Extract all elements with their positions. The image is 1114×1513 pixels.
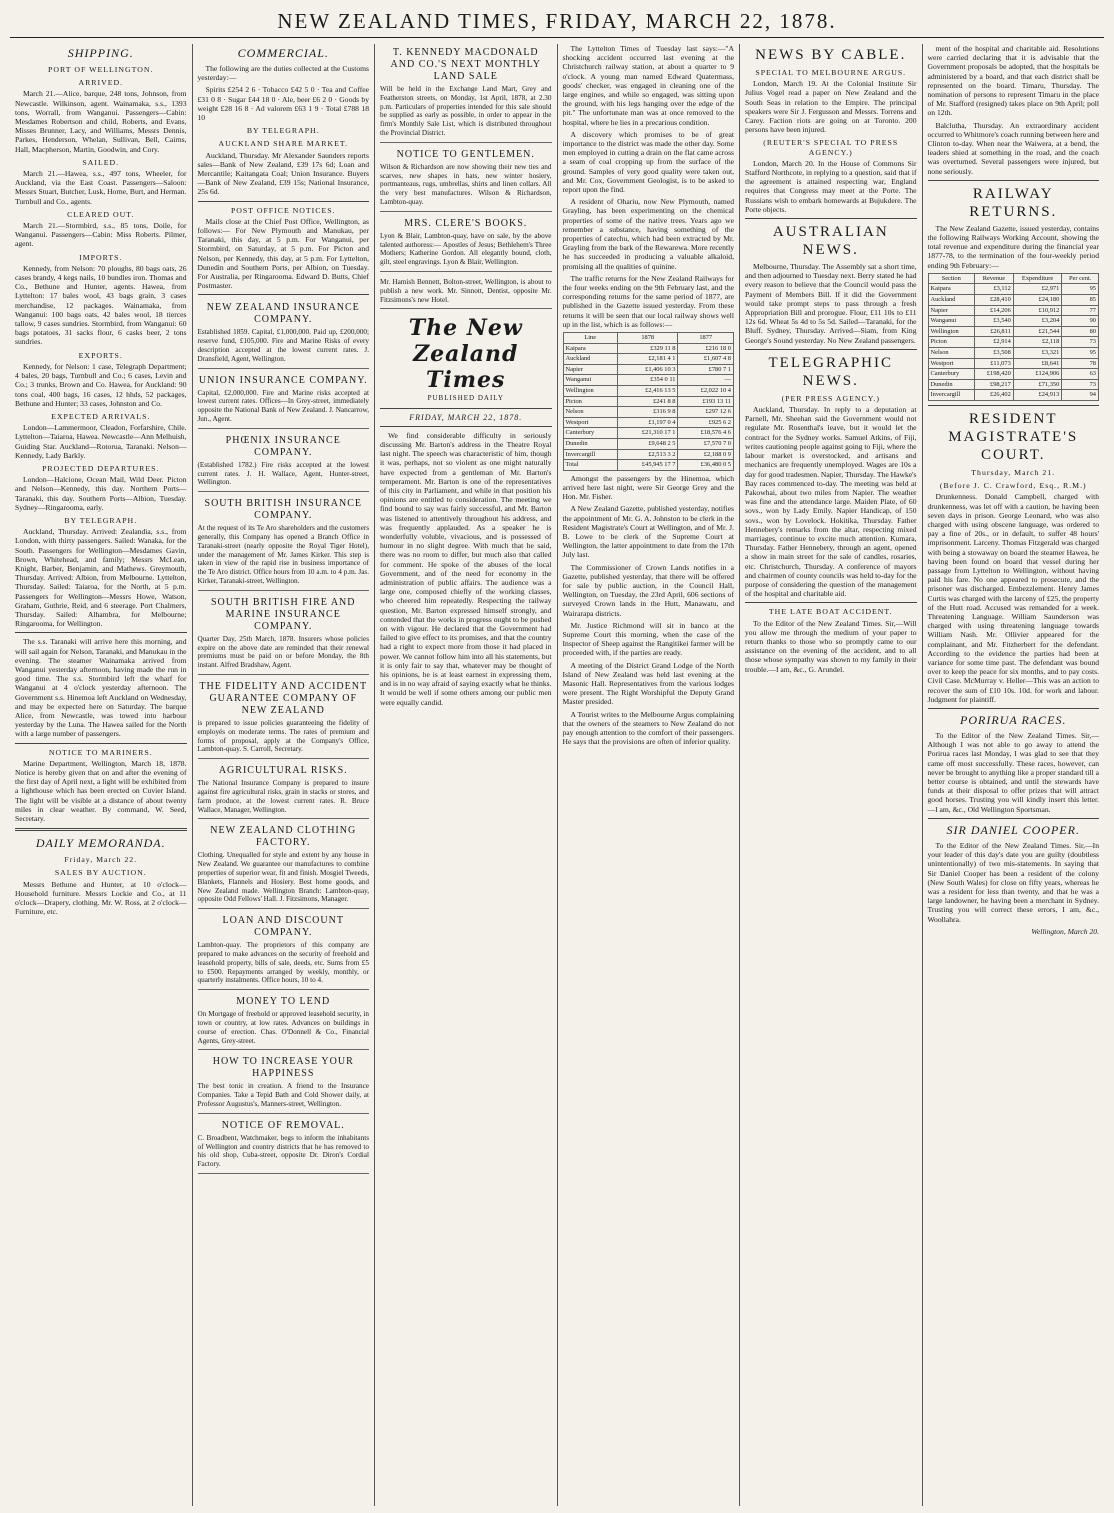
table-cell: 95 [1062,284,1099,295]
commercial-title: COMMERCIAL. [237,46,329,60]
table-cell: 94 [1062,390,1099,401]
table-cell: Auckland [563,354,617,365]
ad-heading: PHŒNIX INSURANCE COMPANY. [225,434,341,458]
ad-money-to-lend [198,993,370,1050]
cooper-title: SIR DANIEL COOPER. [946,822,1080,837]
news-item: A meeting of the District Grand Lodge of the North Island of New Zealand was held last evening at the Masonic Hall. Representatives from the various lodges were present. The Right Worshipful the Deputy Grand Master presided. [562,660,734,707]
share-market-text: Auckland, Thursday. Mr Alexander Saunders reports sales—Bank of New Zealand, £39 17s 6d; Loan and Mercantile; Kaitangata Coal; Union Insurance. Buyers—Bank of New Zealand, £39 15s; National Insurance, 25s 6d. [197,150,369,197]
cable-text: London, March 19. At the Colonial Institute Sir Julius Vogel read a paper on New Zealand and the South Seas in relation to the Empire. The principal speakers were Sir J. Fergusson and Messrs. Torrens and Carey. Faction riots are going on at Toronto. 200 persons have been injured. [745,79,917,135]
departures-heading: PROJECTED DEPARTURES. [42,463,160,473]
expected-heading: EXPECTED ARRIVALS. [51,411,151,421]
table-row [563,386,734,397]
telegraphic-text: Auckland, Thursday. In reply to a deputation at Parnell, Mr. Sheehan said the Government would not regulate Mr. Rosenthal's leave, but it would let the contract for the Sydney works. Samuel Atkins, of Fiji, writes cautioning people against going to Fiji, where the labour market is overstocked, and artisans and mechanics are frequently unemployed. Wages are 10s a day for good tradesmen. Napier, Thursday. The Hawke's Bay races commenced to-day. The meeting was held at Pakowhai, about two miles from Napier. The weather was fine and the attendance large. Maiden Plate, of 60 sovs., won by Lady Emily. Napier Handicap, of 150 sovs., won by Lovelock. Hokitika, Thursday. Father Hennebery's remarks from the altar, respecting mixed marriages, continue to excite much attention. Kumara, Thursday. Father Hennebery, through an agent, opened a show in main street for the sale of candles, rosaries, etc. Christchurch, Thursday. A conference of mayors and chairmen of county councils was held to-day for the purpose of considering the question of the management of the hospital and charitable aid. [745,405,917,599]
post-office-text: Mails close at the Chief Post Office, Wellington, as follows:— For New Plymouth and Manukau, per Taranaki, this day, at 5 p.m. For Wanganui, per Stormbird, on Saturday, at 5 p.m. For Picton and Nelson, per Kennedy, this day, at 5 p.m. For Lyttelton, Dunedin and Southern Ports, per Albion, on Tuesday. For Australia, per Ringarooma. Edward D. Butts, Chief Postmaster. [197,216,369,291]
column-cable [740,44,923,1506]
table-cell: 63 [1062,369,1099,380]
ad-heading: SOUTH BRITISH INSURANCE COMPANY. [204,498,362,522]
ad-body: Wilson & Richardson are now showing their new ties and scarves, new shapes in hats, new winter hosiery, portmanteaus, rugs, umbrellas, shirts and linen collars. All the very best manufactures. Wilson & Richardson, Lambton-quay. [380,162,552,206]
table-cell: Total [563,460,617,471]
table-cell: £3,508 [974,348,1013,359]
ad-union-insurance [198,372,370,429]
table-header-cell: 1878 [617,333,678,344]
table-cell: Canterbury [928,369,974,380]
ad-body: (Established 1782.) Fire risks accepted at the lowest current rates. J. H. Wallace, Agent, Hunter-street, Wellington. [197,460,369,487]
memoranda-title: DAILY MEMORANDA. [35,836,166,851]
table-row [563,449,734,460]
ad-gentlemen [380,146,552,212]
divider [15,743,187,744]
divider [745,602,917,603]
shipping-notes: The s.s. Taranaki will arrive here this morning, and will sail again for Nelson, Taranaki, and Manukau in the evening. The steamer Wainamaka arrived from Wanganui yesterday afternoon, having made the run in good time. The s.s. Stormbird left the wharf for Wanganui at 4 o'clock yesterday afternoon. The Government s.s. Hinemoa left Auckland on Wednesday, and may be expected here on Saturday. The barque Alice, from Newcastle, was towed into harbour yesterday by the Luna. The Hawea sailed for the North with a large number of passengers. [15,637,187,739]
table-cell: £925 6 2 [678,417,734,428]
table-cell: £14,206 [974,305,1013,316]
ad-body: C. Broadbent, Watchmaker, begs to inform the inhabitants of Wellington and country districts that he has removed to his old shop, Cuba-street, opposite Dr. Diron's Cordial Factory. [197,1133,369,1169]
ad-heading: T. KENNEDY MACDONALD AND CO.'S NEXT MONTHLY LAND SALE [390,47,541,82]
table-row [563,375,734,386]
table-row [928,337,1099,348]
news-item: The Commissioner of Crown Lands notifies in a Gazette, published yesterday, that there will be offered for sale by public auction, in the Council Hall, Wellington, on Tuesday, the 23rd April, 606 sections of surveyed Crown lands in the Hutt, Manawatu, and Wairarapa districts. [562,562,734,618]
divider [928,708,1100,709]
australian-title: AUSTRALIAN NEWS. [772,224,889,259]
divider [198,294,370,295]
ad-heading: THE FIDELITY AND ACCIDENT GUARANTEE COMPANY OF NEW ZEALAND [199,681,368,716]
table-cell: £45,945 17 7 [617,460,678,471]
ad-fidelity [198,678,370,759]
table-row [928,358,1099,369]
reuter-text: London, March 20. In the House of Commons Sir Stafford Northcote, in replying to a question, said that if the agreement is attained respecting war, England requires that Congress may meet at the Porte. The Russians wish to embark homewards at Bujukdere. The Porte objects. [745,158,917,214]
ad-clothing-factory [198,822,370,909]
news-item: Mr. Justice Richmond will sit in banco at the Supreme Court this morning, when the case of the Inspector of Sheep against the Rangitikei farmer will be proceeded with, if the parties are ready. [562,620,734,658]
column-leader [375,44,558,1506]
table-cell: Dunedin [928,379,974,390]
table-row [563,417,734,428]
ad-phoenix-insurance [198,432,370,492]
arrived-heading: ARRIVED. [78,78,124,88]
table-cell: Wanganui [928,316,974,327]
table-cell: — [678,375,734,386]
table-cell: Wanganui [563,375,617,386]
table-row [928,348,1099,359]
court-date: Thursday, March 21. [971,467,1056,477]
ad-south-british [198,495,370,591]
cable-title: NEWS BY CABLE. [755,47,907,63]
exports-heading: EXPORTS. [78,350,123,360]
table-cell: £297 12 6 [678,407,734,418]
table-cell: Napier [928,305,974,316]
sailed-text: March 21.—Hawea, s.s., 497 tons, Wheeler, for Auckland, via the East Coast. Passengers—Saloon: Messrs Stuart, Butcher, Lusk, Horne, Burt, and Herman. Turnbull and Co., agents. [15,169,187,206]
ad-heading: MONEY TO LEND [236,996,331,1008]
ad-land-sale [380,44,552,143]
table-cell: Invercargill [563,449,617,460]
court-title: RESIDENT MAGISTRATE'S COURT. [948,410,1079,463]
reuter-heading: (REUTER'S SPECIAL TO PRESS AGENCY.) [763,138,899,157]
table-cell: 95 [1062,348,1099,359]
ad-agricultural [198,762,370,819]
railway-returns-table [928,273,1100,401]
telegraph-heading: BY TELEGRAPH. [64,515,138,525]
ad-body: The best tonic in creation. A friend to the Insurance Companies. Take a Tepid Bath and Cold Shower daily, at Professor Augustus's, Manners-street, Wellington. [197,1082,369,1108]
cooper-signoff: Wellington, March 20. [1031,926,1099,936]
table-cell: £780 7 1 [678,364,734,375]
table-cell: Kaipara [928,284,974,295]
ad-body: The National Insurance Company is prepared to insure against fire agricultural risks, grain in stacks or stores, and farm produce, at the lowest current rates. R. Bruce Wallace, Manager, Wellington. [197,779,369,814]
table-cell: £9,648 2 5 [617,439,678,450]
table-cell: £24,180 [1013,295,1062,306]
table-cell: £2,914 [974,337,1013,348]
table-header-cell: 1877 [678,333,734,344]
ad-body: Mr. Hamish Bennett, Bolton-street, Wellington, is about to publish a new work. Mr. Sinnott, Dentist, opposite Mr. Fitzsimons's new Hotel. [380,277,552,304]
table-cell: £1,607 4 8 [678,354,734,365]
table-header-cell: Section [928,273,974,284]
table-cell: £354 0 11 [617,375,678,386]
ad-small-notices [380,275,552,309]
court-text: Drunkenness. Donald Campbell, charged with drunkenness, was let off with a caution, he having been seven days in prison. George Leonard, who was also charged with using obscene language, was ordered to pay a fine of 20s., or in default, to suffer 48 hours' imprisonment. Larceny. Thomas Fitzgerald was charged with being a stowaway on board the steamer Hawea, he having been found on board that vessel during her passage from Lyttelton to Wellington, without having paid his fare. No one appeared to prosecute, and the prisoner was discharged. Embezzlement. Henry James Curtis was charged with the larceny of £25, the property of the Hutt road. Accused was remanded for a week. Threatening Language. William Saunderson was charged with using threatening language towards William Nash. Mr. Ollivier appeared for the complainant, and Mr. Fitzherbert for the defendant. According to the evidence the parties had been at variance for some time past. The defendant was bound over to keep the peace for six months, and to pay costs. Civil Case. McMurray v. Heller—This was an action to recover the sum of £10 10s. 10d. for work and labour. Judgment for plaintiff. [927,492,1099,704]
table-cell: £2,022 10 4 [678,386,734,397]
table-cell: Canterbury [563,428,617,439]
table-cell: £3,204 [1013,316,1062,327]
arrived-text: March 21.—Alice, barque, 248 tons, Johnson, from Newcastle. Wilkinson, agent. Wainamaka, s.s., 1393 tons, Worrall, from Wanganui. Passengers—Cabin: Mesdames Robertson and child, Roberts, and Evans, Misses Brunner, Lacy, and Williams, Messrs Dennis, Parkes, Henderson, Whelan, Sullivan, Bell, Cairns, Hall, Macpherson, Martin, Goodwin, and Cory. [15,89,187,154]
ad-heading: NEW ZEALAND INSURANCE COMPANY. [206,302,360,326]
telegraphic-title: TELEGRAPHIC NEWS. [768,354,893,389]
table-cell: 77 [1062,305,1099,316]
ad-nz-insurance [198,299,370,368]
divider [380,408,552,409]
imports-heading: IMPORTS. [79,252,123,262]
table-cell: £2,181 4 1 [617,354,678,365]
ad-body: Will be held in the Exchange Land Mart, Grey and Featherston streets, on Monday, 1st April, 1878, at 2.30 p.m. Particulars of properties intended for this sale should be supplied as early as possible, in order to appear in the firm's Monthly Sale List, which is distributed throughout the Provincial District. [380,85,552,137]
table-cell: £124,906 [1013,369,1062,380]
divider [928,405,1100,406]
ad-loan-discount [198,912,370,990]
table-cell: Invercargill [928,390,974,401]
table-cell: £3,321 [1013,348,1062,359]
table-cell: £2,971 [1013,284,1062,295]
table-row [563,396,734,407]
column-news [558,44,741,1506]
mariners-text: Marine Department, Wellington, March 18, 1878. Notice is hereby given that on and after the evening of the first day of April next, a light will be exhibited from a lighthouse which has been erected on Cuvier Island. The light will be visible at a distance of about twenty miles in clear weather. By command, W. Seed, Secretary. [15,758,187,824]
duties-list: Spirits £254 2 6 · Tobacco £42 5 0 · Tea and Coffee £31 0 8 · Sugar £44 18 0 · Ale, beer £6 2 0 · Goods by weight £28 16 8 · Ad valorem £63 1 9 · Total £788 18 10 [197,85,369,123]
divider [198,201,370,202]
cable-subtitle: SPECIAL TO MELBOURNE ARGUS. [755,68,907,77]
table-row [928,305,1099,316]
table-cell: £21,310 17 1 [617,428,678,439]
departures-text: London—Halcione, Ocean Mail, Wild Deer. Picton and Nelson—Kennedy, this day. Northern Ports—Taranaki, this day. Southern Ports—Albion, Tuesday. Sydney—Ringarooma, early. [15,475,187,512]
ad-south-british-fire [198,594,370,675]
table-cell: £7,570 7 0 [678,439,734,450]
ad-heading: AGRICULTURAL RISKS. [218,765,348,777]
table-header-cell: Line [563,333,617,344]
table-cell: £216 18 0 [678,343,734,354]
paper-subtitle: PUBLISHED DAILY [427,394,504,403]
paper-title: The New Zealand Times [408,315,523,394]
australian-text: Melbourne, Thursday. The Assembly sat a short time, and then adjourned to Tuesday next. Berry stated he had every reason to believe that the Council would pass the Payment of Members Bill. If it did the Government would take prompt steps to pass through a fresh Appropriation Bill and prorogue. Flour, £11 10s to £11 12s 6d. Wheat 5s 4d to 5s 5d. Sailed—Taranaki, for the Bluff. Sydney, Thursday. Arrived—Siam, from King George's Sound yesterday. No New Zealand passengers. [745,262,917,345]
table-cell: Wellington [563,386,617,397]
railway-returns-title: RAILWAY RETURNS. [969,185,1058,220]
table-cell: £24,913 [1013,390,1062,401]
cleared-text: March 21.—Stormbird, s.s., 85 tons, Doile, for Wanganui. Passengers—Cabin: Miss Roberts. Pilmer, agent. [15,221,187,249]
table-cell: Napier [563,364,617,375]
table-row [563,343,734,354]
news-item: A resident of Ohariu, now New Plymouth, named Grayling, has been experimenting on the chemical properties of some of the native trees. Years ago we remember a substance, having something of the properties of catechu, which had been extracted by Mr. Grayling from the bark of the Rewarewa. More recently he has succeeded in producing a valuable alkaloid, promising all the qualities of quinine. [562,197,734,271]
table-cell: Nelson [928,348,974,359]
table-cell: 85 [1062,295,1099,306]
ad-books [380,215,552,272]
table-cell: Westport [563,417,617,428]
table-cell: £26,402 [974,390,1013,401]
table-cell: £198,420 [974,369,1013,380]
sales-text: Messrs Bethune and Hunter, at 10 o'clock—Household furniture. Messrs Lockie and Co., at 11 o'clock—Drapery, clothing. Mr. W. Ross, at 2 o'clock—Furniture, etc. [15,879,187,917]
table-cell: £241 8 8 [617,396,678,407]
news-item: Balclutha, Thursday. An extraordinary accident occurred to Whitmore's coach running between here and Clinton to-day. When near the Waiwera, at a bend, the leaders shied at something in the road, and the coach was overturned. Several passengers were injured, but none seriously. [927,120,1099,176]
table-row [928,326,1099,337]
table-row [563,439,734,450]
table-row [563,364,734,375]
railway-intro: The traffic returns for the New Zealand Railways for the four weeks ending on the 9th February last, and the corresponding returns for the same period of 1877, are published in the Gazette issued yesterday. From these returns it will be seen that our local railway shows well up in the list, which is as follows:— [562,273,734,329]
divider [745,218,917,219]
news-item: Amongst the passengers by the Hinemoa, which arrived here last night, were Sir George Grey and the Hon. Mr. Fisher. [562,473,734,502]
telegraph-continued: ment of the hospital and charitable aid. Resolutions were carried declaring that it is advisable that the Government proposals be adopted, that the hospitals be administered by a board, and that each district shall be represented on the board. Timaru, Thursday. The nomination of persons to represent Timaru in the place of Mr. Stafford (resigned) takes place on 9th April; poll on 12th. [927,44,1099,118]
ad-heading: SOUTH BRITISH FIRE AND MARINE INSURANCE COMPANY. [210,596,356,632]
table-cell: Picton [928,337,974,348]
table-cell: Picton [563,396,617,407]
column-court [923,44,1105,1506]
divider [15,828,187,831]
ad-body: At the request of its Te Aro shareholders and the customers generally, this Company has opened a Branch Office in Taranaki-street (nearly opposite the Royal Tiger Hotel), under the management of Mr. James Kirker. This step is taken in view of the rapid rise in business importance of the Te Aro district. Office hours from 10 a.m. to 4 p.m. Jas. Kirker, Taranaki-street, Wellington. [197,524,369,586]
table-cell: 80 [1062,326,1099,337]
table-cell: £8,641 [1013,358,1062,369]
ad-body: Capital, £2,000,000. Fire and Marine risks accepted at lowest current rates. Offices—In Grey-street, immediately opposite the National Bank of New Zealand. J. Nancarrow, Jun., Agent. [197,388,369,424]
table-cell: £21,544 [1013,326,1062,337]
ad-body: is prepared to issue policies guaranteeing the fidelity of employés on moderate terms. The rates of premium and forms of proposal, apply at the Company's Office, Lambton-quay. S. Carroll, Secretary. [197,719,369,754]
exports-text: Kennedy, for Nelson: 1 case, Telegraph Department; 4 bales, 20 bags, Turnbull and Co.; 6 cases, Levin and Co.; 3 trunks, Brown and Co. Hawea, for Auckland: 90 tons coal, 400 bags, 16 cases, 12 hhds, 52 packages, Bethune and Hunter; 33 cases, Johnston and Co. [15,361,187,408]
table-cell: 90 [1062,316,1099,327]
court-bench: (Before J. C. Crawford, Esq., R.M.) [939,481,1087,491]
table-cell: Wellington [928,326,974,337]
table-cell: £10,912 [1013,305,1062,316]
ad-body: On Mortgage of freehold or approved leasehold security, in town or country, at low rates. Advances on buildings in course of erection. Chas. O'Donnell & Co., Financial Agents, Grey-street. [197,1010,369,1045]
table-cell: £71,350 [1013,379,1062,390]
ad-body: Clothing. Unequalled for style and extent by any house in New Zealand. We guarantee our manufactures to combine properties of superior wear, fit and finish. Mosgiel Tweeds, Blankets, Flannels and Hosiery. Best home goods, and New Zealand made. Wellington Branch: Lambton-quay, opposite Odd Fellows' Hall. J. Fitzsimons, Manager. [197,851,369,904]
table-cell: £1,197 0 4 [617,417,678,428]
table-cell: 73 [1062,379,1099,390]
news-item: The Lyttelton Times of Tuesday last says:—"A shocking accident occurred last evening at the Christchurch railway station, at about a quarter to 9 o'clock. A young man named Edward Quatermass, goods' checker, was engaged in cleaning one of the large engines, and while so engaged, was sitting upon the ground, with his legs hanging over the edge of the pit." The unfortunate man was at once removed to the hospital, where he lies in a precarious condition. [562,44,734,127]
races-title: PORIRUA RACES. [960,713,1067,728]
news-item: A discovery which promises to be of great importance to the district was made the other day. Some men employed in cutting a drain on the flat came across a seam of coal cropping up from the surface of the ground. Samples of very good quality were taken out, and Mr. Cox, Government Geologist, is to be asked to report upon the find. [562,129,734,195]
table-cell: £3,540 [974,316,1013,327]
table-cell: £3,112 [974,284,1013,295]
table-cell: £1,406 10 3 [617,364,678,375]
mariners-heading: NOTICE TO MARINERS. [48,747,153,757]
table-cell: £36,480 0 5 [678,460,734,471]
divider [15,632,187,633]
ad-heading: HOW TO INCREASE YOUR HAPPINESS [212,1056,354,1080]
cooper-letter: To the Editor of the New Zealand Times. Sir,—In your leader of this day's date you are guilty (doubtless unintentionally) of two mis-statements. In saying that Sir Daniel Cooper has been a resident of the colony (New South Wales) for close on fifty years, whereas he was a resident for less than twenty, and that he was a large landowner, he having been a merchant in Sydney. Trusting you will correct these errors, I am, &c., Woollahra. [927,840,1099,924]
masthead: NEW ZEALAND TIMES, FRIDAY, MARCH 22, 1878. [10,8,1104,38]
expected-text: London—Lammermoor, Cleadon, Forfarshire, Chile. Lyttelton—Taiaroa, Hawea. Newcastle—Ann Melhuish, Guiding Star. Auckland—Rotorua, Taranaki. Nelson—Kennedy, Lady Barkly. [15,423,187,460]
ad-removal [198,1117,370,1174]
ad-heading: NOTICE TO GENTLEMEN. [396,148,535,160]
table-row [928,390,1099,401]
column-commercial [193,44,376,1506]
table-header-row [928,273,1099,284]
table-cell: Dunedin [563,439,617,450]
table-header-cell: Revenue [974,273,1013,284]
telegraph-text: Auckland, Thursday. Arrived: Zealandia, s.s., from London, with thirty passengers. Sailed: Wanaka, for the South. Passengers for Wellington—Mesdames Gavin, Brown, Whitehead, and family; Messrs McLean, Knight, Barber, Benjamin, and Mathews. Greymouth, Thursday. Arrived: Albion, from Melbourne. Lyttelton, Thursday. Sailed: Taiaroa, for the North, at 5 p.m. Passengers for Wellington—Messrs Howe, Watson, Graham, Guthrie, Reid, and 6 steerage. Port Chalmers, Thursday. Sailed: Alhambra, for Melbourne; Ringarooma, for Wellington. [15,527,187,629]
shipping-title: SHIPPING. [67,46,134,60]
ad-heading: NOTICE OF REMOVAL. [221,1119,345,1131]
cleared-heading: CLEARED OUT. [67,209,135,219]
ad-heading: NEW ZEALAND CLOTHING FACTORY. [210,825,357,849]
accident-title: THE LATE BOAT ACCIDENT. [768,607,893,617]
divider [380,426,552,427]
table-cell: Auckland [928,295,974,306]
table-cell: Kaipara [563,343,617,354]
ad-body: Established 1859. Capital, £1,000,000. Paid up, £200,000; reserve fund, £105,000. Fire and Marine Risks of every description accepted at the lowest current rates. J. Dransfield, Agent, Wellington. [197,328,369,363]
races-letter: To the Editor of the New Zealand Times. Sir,—Although I was not able to go away to attend the Porirua races last Monday, I was glad to see that they came off most successfully. These races, however, can never be brought to anything like a proper standard till a better course is obtained, and until the stewards have funds at their disposal to offer prizes that will attract good horses. Trusting you will kindly insert this letter.—I am, &c., Old Wellington Sportsman. [927,731,1099,814]
table-row [563,460,734,471]
table-cell: £193 13 11 [678,396,734,407]
ad-body: Quarter Day, 25th March, 1878. Insurers whose policies expire on the above date are reminded that their renewal premiums must be paid on or before Monday, the 8th instant. Alfred Bradshaw, Agent. [197,634,369,670]
table-row [563,428,734,439]
table-cell: £316 9 8 [617,407,678,418]
share-market-heading: AUCKLAND SHARE MARKET. [218,139,348,149]
table-cell: £26,811 [974,326,1013,337]
ad-heading: LOAN AND DISCOUNT COMPANY. [222,915,344,939]
railway-returns-intro: The New Zealand Gazette, issued yesterday, contains the following Railways Working Account, showing the total revenue and expenditure during the financial year 1877-78, to the termination of the four-weekly period ending 9th February:— [927,223,1099,270]
table-cell: 73 [1062,337,1099,348]
table-cell: £2,416 13 5 [617,386,678,397]
imports-text: Kennedy, from Nelson: 70 ploughs, 80 bags oats, 26 cases brandy, 4 kegs nails, 10 bundles iron. Thomas and Co., Bethune and Hunter, agents. Hawea, from Lyttelton: 17 bales wool, 43 bags grain, 3 cases merchandise, 12 packages. Wainamaka, from Wanganui: 100 bags oats, 42 bales wool, 18 tierces tallow, 9 cases sundries. Stormbird, from Wanganui: 60 bags potatoes, 31 sacks flour, 6 casks beer, 2 tons sundries. [15,263,187,347]
table-cell: £11,073 [974,358,1013,369]
table-row [563,354,734,365]
columns [10,44,1104,1506]
table-cell: £98,217 [974,379,1013,390]
table-cell: £2,513 3 2 [617,449,678,460]
memoranda-date: Friday, March 22. [64,855,138,865]
divider [928,180,1100,181]
table-row [928,379,1099,390]
table-header-cell: Per cent. [1062,273,1099,284]
traffic-table [563,332,735,471]
accident-text: To the Editor of the New Zealand Times. Sir,—Will you allow me through the medium of your paper to return thanks to those who so promptly came to our assistance on the evening of the accident, and to all those whose sympathy was shown to my family in their trouble.—I am, &c., G. Arundel. [745,618,917,674]
table-row [928,369,1099,380]
divider [928,818,1100,819]
table-cell: £329 11 8 [617,343,678,354]
ad-body: Lambton-quay. The proprietors of this company are prepared to make advances on the security of freehold and leasehold property, bills of sale, deeds, etc. Sums from £5 to £500. Repayments arranged by weekly, monthly, or quarterly instalments. Office hours, 10 to 4. [197,941,369,985]
table-row [928,284,1099,295]
telegraph-heading: BY TELEGRAPH. [246,126,320,136]
ad-happiness [198,1053,370,1113]
table-header-cell: Expenditure [1013,273,1062,284]
news-item: A Tourist writes to the Melbourne Argus complaining that the owners of the steamers to New Zealand do not pay enough attention to the comfort of their passengers. He says that the provisions are often of inferior quality. [562,709,734,747]
news-item: A New Zealand Gazette, published yesterday, notifies the appointment of Mr. G. A. Johnston to be clerk in the Resident Magistrate's Court at Wellington, and of Mr. J. B. Lowe to be clerk of the Supreme Court at Wellington, the latter appointment to date from the 17th July last. [562,504,734,560]
table-cell: £2,188 0 9 [678,449,734,460]
table-cell: £18,576 4 6 [678,428,734,439]
table-cell: Westport [928,358,974,369]
table-row [928,316,1099,327]
divider [745,349,917,350]
ad-heading: UNION INSURANCE COMPANY. [198,374,368,386]
table-row [928,295,1099,306]
table-row [563,407,734,418]
sailed-heading: SAILED. [82,157,120,167]
ad-body: Lyon & Blair, Lambton-quay, have on sale, by the above talented authoress:— Apostles of Jesus; Bethlehem's Three Mothers; Katherine Gordon. All elegantly bound, cloth, gilt, steel engravings. Lyon & Blair, Wellington. [380,231,552,267]
duties-intro: The following are the duties collected at the Customs yesterday:— [197,64,369,83]
table-cell: £2,118 [1013,337,1062,348]
table-cell: 78 [1062,358,1099,369]
ad-heading: MRS. CLERE'S BOOKS. [404,217,528,229]
column-shipping [10,44,193,1506]
sales-heading: SALES BY AUCTION. [54,868,147,878]
post-office-heading: POST OFFICE NOTICES. [230,205,336,215]
table-cell: Nelson [563,407,617,418]
table-cell: £28,410 [974,295,1013,306]
port-heading: PORT OF WELLINGTON. [48,65,154,74]
leader-dateline: FRIDAY, MARCH 22, 1878. [409,412,523,422]
table-header-row [563,333,734,344]
telegraphic-subtitle: (PER PRESS AGENCY.) [781,393,880,403]
leader-article: We find considerable difficulty in seriously discussing Mr. Barton's address in the Theatre Royal last night. The speech was characteristic of him, though it was, perhaps, not so violent as one might naturally have expected from a gentleman of Mr. Barton's temperament. Mr. Barton is one of the representatives of this city in Parliament, and while in that position his opinions are entitled to consideration. The meeting we find bound to say was fairly successful, and Mr. Barton was listened to attentively throughout his address, and was frequently applauded. As a speaker he is wonderfully voluble, vivacious, and is possessed of humour in no slight degree. With much that he said, there was no room to differ, but much also that called for comment. He spoke of the abuses of the local Government, and of the need for economy in the administration of public affairs. The audience was a large one, composed chiefly of the working classes, who cheered him repeatedly. Respecting the railway question, Mr. Barton expressed himself strongly, and contended that the works in progress ought to be pushed on with vigour. He declared that the Government had failed to give effect to its promises, and that the country had a right to expect more from those it had placed in power. We cannot follow him into all his statements, but it is only fair to say that, whatever may be thought of his opinions, he is at least earnest in expressing them, and is in no way afraid of saying exactly what he thinks. It would be well if some others among our public men were equally candid. [380,430,552,707]
